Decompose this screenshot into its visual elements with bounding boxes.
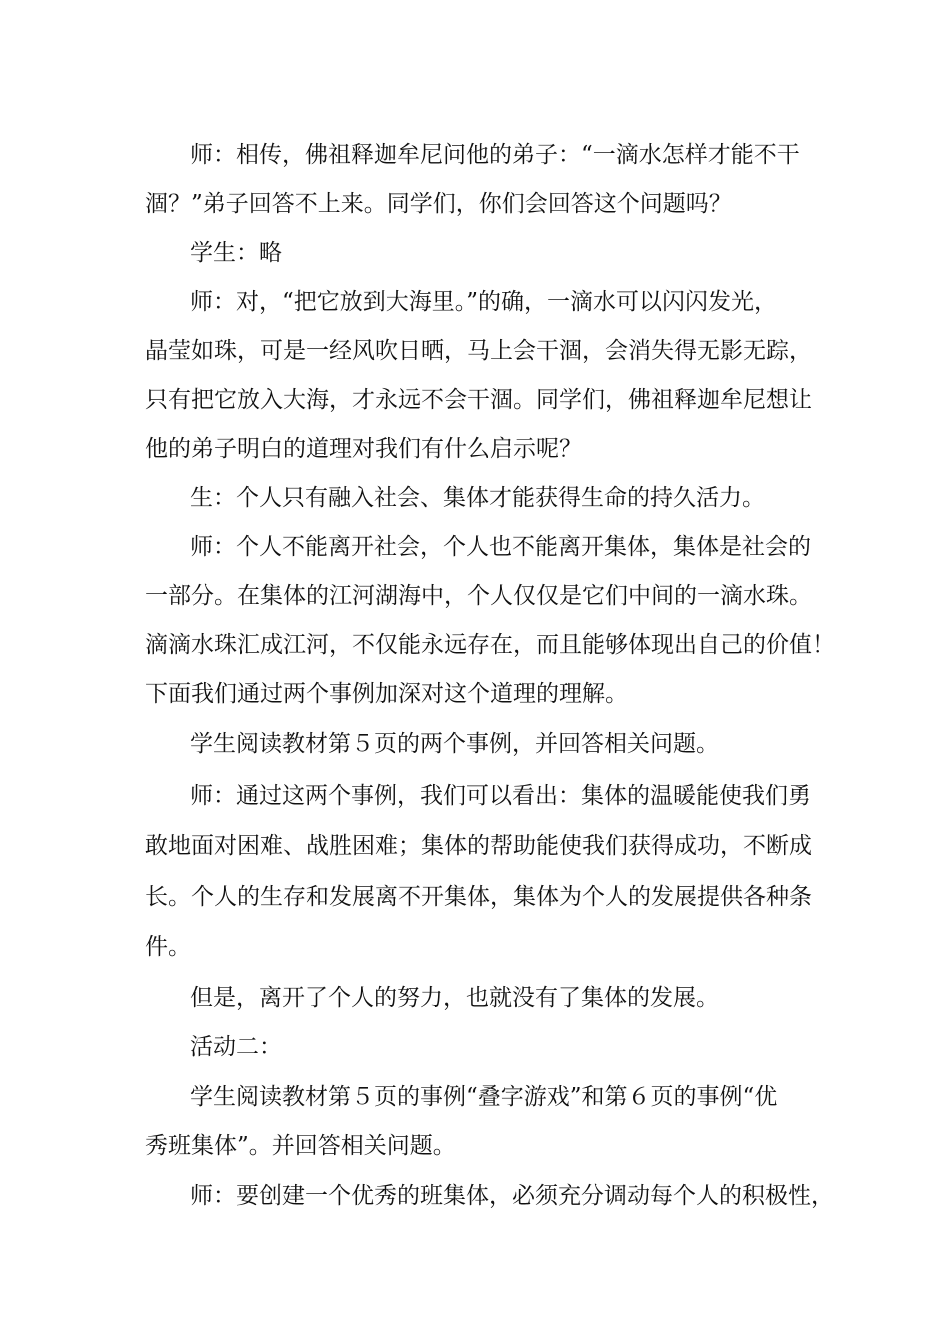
text-line-3: 学生：略 (190, 240, 282, 266)
text-line-9: 师：个人不能离开社会，个人也不能离开集体，集体是社会的 (190, 534, 811, 560)
text-line-21: 秀班集体”。并回答相关问题。 (145, 1133, 456, 1159)
text-line-13: 学生阅读教材第５页的两个事例，并回答相关问题。 (190, 731, 719, 757)
text-line-2: 涸？”弟子回答不上来。同学们，你们会回答这个问题吗？ (145, 191, 732, 217)
text-line-5: 晶莹如珠，可是一经风吹日晒，马上会干涸，会消失得无影无踪， (145, 338, 812, 364)
text-line-19: 活动二： (190, 1034, 282, 1060)
text-line-12: 下面我们通过两个事例加深对这个道理的理解。 (145, 681, 628, 707)
text-line-1: 师：相传，佛祖释迦牟尼问他的弟子：“一滴水怎样才能不干 (190, 142, 800, 168)
text-line-11: 滴滴水珠汇成江河，不仅能永远存在，而且能够体现出自己的价值！ (145, 632, 835, 658)
text-line-7: 他的弟子明白的道理对我们有什么启示呢？ (145, 436, 582, 462)
text-line-17: 件。 (145, 934, 191, 960)
text-line-22: 师：要创建一个优秀的班集体，必须充分调动每个人的积极性， (190, 1183, 834, 1209)
text-line-16: 长。个人的生存和发展离不开集体，集体为个人的发展提供各种条 (145, 884, 812, 910)
text-line-14: 师：通过这两个事例，我们可以看出：集体的温暖能使我们勇 (190, 783, 811, 809)
text-line-15: 敢地面对困难、战胜困难；集体的帮助能使我们获得成功，不断成 (145, 833, 812, 859)
text-line-6: 只有把它放入大海，才永远不会干涸。同学们，佛祖释迦牟尼想让 (145, 387, 812, 413)
text-line-20: 学生阅读教材第５页的事例“叠字游戏”和第６页的事例“优 (190, 1084, 778, 1110)
text-line-10: 一部分。在集体的江河湖海中，个人仅仅是它们中间的一滴水珠。 (145, 583, 812, 609)
text-line-4: 师：对，“把它放到大海里。”的确，一滴水可以闪闪发光， (190, 289, 778, 315)
text-line-8: 生：个人只有融入社会、集体才能获得生命的持久活力。 (190, 485, 765, 511)
text-line-18: 但是，离开了个人的努力，也就没有了集体的发展。 (190, 985, 719, 1011)
